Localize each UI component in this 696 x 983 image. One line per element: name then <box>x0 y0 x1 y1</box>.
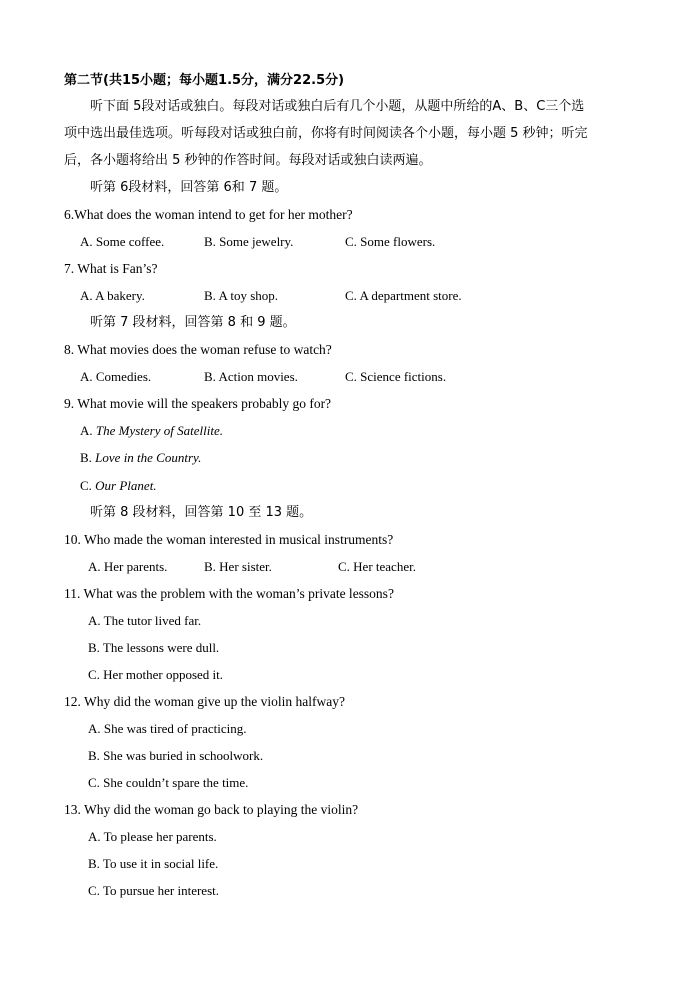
question-13-option-a: A. To please her parents. <box>88 829 217 844</box>
question-11-option-c: C. Her mother opposed it. <box>88 667 224 682</box>
question-10-option-b: B. Her sister. <box>204 559 272 574</box>
question-8-stem: 8. What movies does the woman refuse to watch? <box>64 342 332 357</box>
question-9-stem: 9. What movie will the speakers probably go for? <box>64 396 332 411</box>
option-title: Love in the Country. <box>95 450 202 465</box>
question-6-option-b: B. Some jewelry. <box>204 234 294 249</box>
question-10-option-a: A. Her parents. <box>88 559 168 574</box>
instructions-line-2: 项中选出最佳选项。听每段对话或独白前，你将有时间阅读各个小题，每小题 5 秒钟；听完 <box>64 126 588 141</box>
instructions-line-1: 听下面 5段对话或独白。每段对话或独白后有几个小题，从题中所给的A、B、C三个选 <box>90 99 585 114</box>
question-7-option-a: A. A bakery. <box>80 288 145 303</box>
question-12-option-b: B. She was buried in schoolwork. <box>88 748 264 763</box>
question-10-stem: 10. Who made the woman interested in musical instruments? <box>64 532 394 547</box>
question-11-option-a: A. The tutor lived far. <box>88 613 202 628</box>
question-12-stem: 12. Why did the woman give up the violin halfway? <box>64 694 345 709</box>
instructions-line-3: 后，各小题将给出 5 秒钟的作答时间。每段对话或独白读两遍。 <box>64 153 432 168</box>
question-8-option-b: B. Action movies. <box>204 369 298 384</box>
question-6-option-c: C. Some flowers. <box>345 234 436 249</box>
section-heading: 第二节(共15小题；每小题1.5分，满分22.5分) <box>64 73 345 88</box>
option-title: Our Planet. <box>95 478 157 493</box>
question-11-option-b: B. The lessons were dull. <box>88 640 220 655</box>
option-letter: B. <box>80 450 92 465</box>
question-13-stem: 13. Why did the woman go back to playing the violin? <box>64 802 359 817</box>
question-9-option-b <box>80 449 201 467</box>
question-13-option-b: B. To use it in social life. <box>88 856 219 871</box>
question-12-option-c: C. She couldn’t spare the time. <box>88 775 249 790</box>
question-12-option-a: A. She was tired of practicing. <box>88 721 247 736</box>
question-7-option-b: B. A toy shop. <box>204 288 279 303</box>
question-7-stem: 7. What is Fan’s? <box>64 261 158 276</box>
question-9-option-c <box>80 477 157 495</box>
question-13-option-c: C. To pursue her interest. <box>88 883 219 898</box>
question-6-stem: 6.What does the woman intend to get for her mother? <box>64 207 353 222</box>
option-title: The Mystery of Satellite. <box>95 423 223 438</box>
option-letter: A. <box>80 423 93 438</box>
question-9-option-a <box>80 422 223 440</box>
question-10-option-c: C. Her teacher. <box>338 559 416 574</box>
material-prompt-6: 听第 6段材料，回答第 6和 7 题。 <box>90 180 288 195</box>
question-7-option-c: C. A department store. <box>345 288 462 303</box>
material-prompt-8: 听第 8 段材料，回答第 10 至 13 题。 <box>90 505 313 520</box>
option-letter: C. <box>80 478 92 493</box>
material-prompt-7: 听第 7 段材料，回答第 8 和 9 题。 <box>90 315 296 330</box>
question-8-option-a: A. Comedies. <box>80 369 152 384</box>
question-6-option-a: A. Some coffee. <box>80 234 165 249</box>
question-8-option-c: C. Science fictions. <box>345 369 447 384</box>
question-11-stem: 11. What was the problem with the woman’s private lessons? <box>64 586 394 601</box>
